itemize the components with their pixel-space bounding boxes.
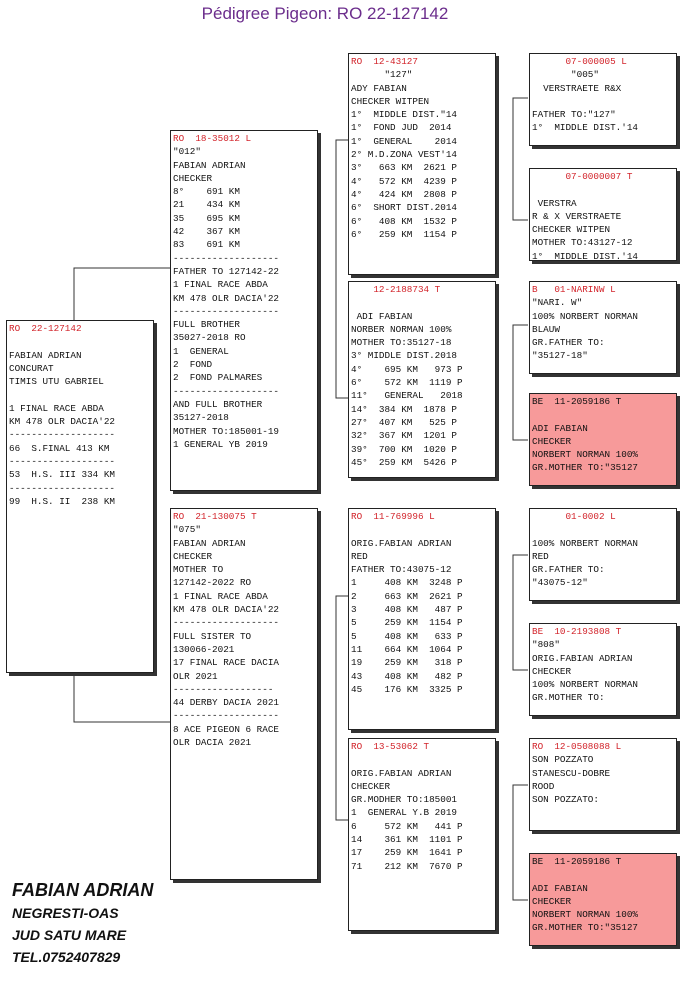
info-line [532, 408, 674, 421]
info-line: FABIAN ADRIAN [173, 537, 246, 549]
info-line: 6° 572 KM 1119 P [351, 377, 463, 389]
ring-number: BE 11-2059186 T [532, 856, 622, 867]
info-line: 71 212 KM 7670 P [351, 860, 463, 872]
info-line: 32° 367 KM 1201 P [351, 430, 458, 442]
info-line: 14° 384 KM 1878 P [351, 403, 458, 415]
pigeon-card-dss[interactable] [529, 508, 677, 601]
info-line: CHECKER [532, 665, 572, 677]
info-line [532, 523, 674, 536]
info-line [351, 523, 493, 536]
pigeon-card-sire[interactable] [170, 130, 318, 491]
info-line: GR.MOTHER TO: [532, 692, 605, 704]
info-line: 99 H.S. II 238 KM [9, 495, 116, 507]
info-line: OLR DACIA 2021 [173, 737, 252, 749]
info-line: 43 408 KM 482 P [351, 670, 463, 682]
info-line: 1 FINAL RACE ABDA [9, 402, 104, 414]
ring-number: RO 12-0508088 L [532, 741, 622, 752]
info-line: FULL SISTER TO [173, 630, 252, 642]
info-line: KM 478 OLR DACIA'22 [9, 416, 116, 428]
info-line: 35 695 KM [173, 212, 240, 224]
info-line: 35127-2018 [173, 412, 229, 424]
info-line: 2° M.D.ZONA VEST'14 [351, 149, 458, 161]
info-line: CHECKER [351, 780, 391, 792]
info-line [532, 183, 674, 196]
info-line [9, 388, 151, 401]
info-line: ------------------- [173, 252, 280, 264]
info-line: 1 GENERAL YB 2019 [173, 438, 268, 450]
info-line: ADY FABIAN [351, 82, 407, 94]
info-line: FABIAN ADRIAN [173, 159, 246, 171]
info-line: FATHER TO 127142-22 [173, 265, 280, 277]
info-line: 45° 259 KM 5426 P [351, 456, 458, 468]
ring-number: 07-0000007 T [532, 171, 633, 182]
info-line: ORIG.FABIAN ADRIAN [532, 652, 633, 664]
info-line: 1 GENERAL Y.B 2019 [351, 807, 458, 819]
info-line: CHECKER WITPEN [532, 224, 611, 236]
info-line: "127" [351, 69, 413, 81]
info-line: 27° 407 KM 525 P [351, 416, 458, 428]
owner-name: FABIAN ADRIAN [12, 880, 154, 900]
ring-number: RO 11-769996 L [351, 511, 435, 522]
pigeon-card-dds[interactable] [529, 738, 677, 831]
info-line: 1° MIDDLE DIST.'14 [532, 122, 639, 134]
info-line: R & X VERSTRAETE [532, 210, 622, 222]
info-line: 66 S.FINAL 413 KM [9, 442, 110, 454]
pigeon-card-dam-sire[interactable] [348, 508, 496, 730]
info-line: FATHER TO:43075-12 [351, 564, 452, 576]
info-line: 2 663 KM 2621 P [351, 590, 463, 602]
info-line: FABIAN ADRIAN [9, 349, 82, 361]
info-line: GR.MOTHER TO:"35127 [532, 922, 639, 934]
owner-location: NEGRESTI-OAS [12, 905, 119, 921]
info-line: 83 691 KM [173, 239, 240, 251]
info-line: "012" [173, 146, 201, 158]
info-line: CHECKER WITPEN [351, 95, 430, 107]
info-line [351, 753, 493, 766]
info-line: STANESCU-DOBRE [532, 767, 611, 779]
info-line: 1 FINAL RACE ABDA [173, 279, 268, 291]
info-line: CHECKER [532, 435, 572, 447]
info-line: 6° 259 KM 1154 P [351, 228, 458, 240]
info-line: 6 572 KM 441 P [351, 820, 463, 832]
info-line: KM 478 OLR DACIA'22 [173, 604, 280, 616]
ring-number: BE 10-2193808 T [532, 626, 622, 637]
pigeon-card-ddd[interactable] [529, 853, 677, 946]
info-line: "NARI. W" [532, 297, 583, 309]
info-line: 1 408 KM 3248 P [351, 577, 463, 589]
info-line [351, 296, 493, 309]
pigeon-card-sire-sire[interactable] [348, 53, 496, 275]
info-line: 6° 408 KM 1532 P [351, 215, 458, 227]
info-line: 14 361 KM 1101 P [351, 834, 463, 846]
info-line: 1° GENERAL 2014 [351, 135, 458, 147]
pigeon-card-sss[interactable] [529, 53, 677, 146]
info-line: "075" [173, 524, 201, 536]
info-line: ------------------- [9, 429, 116, 441]
info-line: ROOD [532, 780, 555, 792]
info-line: SON POZZATO [532, 754, 594, 766]
ring-number: 07-000005 L [532, 56, 627, 67]
info-line: GR.FATHER TO: [532, 564, 605, 576]
info-line: GR.FATHER TO: [532, 337, 605, 349]
info-line: "43075-12" [532, 577, 588, 589]
info-line: ORIG.FABIAN ADRIAN [351, 767, 452, 779]
info-line: 19 259 KM 318 P [351, 657, 463, 669]
info-line: 5 259 KM 1154 P [351, 617, 463, 629]
info-line: FATHER TO:"127" [532, 109, 616, 121]
info-line: 4° 424 KM 2808 P [351, 188, 458, 200]
info-line: ORIG.FABIAN ADRIAN [351, 537, 452, 549]
ring-number: RO 21-130075 T [173, 511, 257, 522]
info-line: 1° MIDDLE DIST.'14 [532, 250, 639, 261]
info-line: NORBERT NORMAN 100% [532, 449, 639, 461]
info-line: 1 FINAL RACE ABDA [173, 590, 268, 602]
info-line: 35027-2018 RO [173, 332, 246, 344]
info-line: 100% NORBERT NORMAN [532, 310, 639, 322]
info-line: GR.MODHER TO:185001 [351, 794, 458, 806]
pigeon-card-sdd[interactable] [529, 393, 677, 486]
info-line: 130066-2021 [173, 643, 235, 655]
info-line: 6° SHORT DIST.2014 [351, 202, 458, 214]
info-line: 100% NORBERT NORMAN [532, 679, 639, 691]
info-line: 39° 700 KM 1020 P [351, 443, 458, 455]
info-line: CHECKER [532, 895, 572, 907]
info-line: 1 GENERAL [173, 345, 229, 357]
owner-county: JUD SATU MARE [12, 927, 127, 943]
ring-number: 12-2188734 T [351, 284, 441, 295]
info-line: FULL BROTHER [173, 319, 240, 331]
ring-number: BE 11-2059186 T [532, 396, 622, 407]
ring-number: RO 13-53062 T [351, 741, 430, 752]
info-line: 17 FINAL RACE DACIA [173, 657, 280, 669]
info-line: VERSTRAETE R&X [532, 82, 622, 94]
info-line: KM 478 OLR DACIA'22 [173, 292, 280, 304]
info-line: 44 DERBY DACIA 2021 [173, 697, 280, 709]
info-line: 100% NORBERT NORMAN [532, 537, 639, 549]
info-line: ------------------- [173, 385, 280, 397]
info-line: 1° FOND JUD 2014 [351, 122, 452, 134]
info-line: ADI FABIAN [532, 882, 588, 894]
info-line: MOTHER TO:185001-19 [173, 425, 280, 437]
pigeon-card-sds[interactable] [529, 281, 677, 374]
info-line: 2 FOND [173, 359, 213, 371]
info-line: "005" [532, 69, 599, 81]
info-line: MOTHER TO:43127-12 [532, 237, 633, 249]
info-line: RED [351, 550, 368, 562]
info-line: ------------------- [173, 617, 280, 629]
info-line: ------------------- [173, 710, 280, 722]
info-line: 11° GENERAL 2018 [351, 390, 463, 402]
info-line: 45 176 KM 3325 P [351, 683, 463, 695]
info-line: ------------------- [9, 455, 116, 467]
info-line: 21 434 KM [173, 199, 240, 211]
ring-number: RO 22-127142 [9, 323, 82, 334]
info-line: AND FULL BROTHER [173, 398, 263, 410]
pigeon-card-dam-dam[interactable] [348, 738, 496, 931]
info-line: 11 664 KM 1064 P [351, 643, 463, 655]
info-line: ------------------ [173, 683, 274, 695]
info-line [9, 335, 151, 348]
info-line: VERSTRA [532, 197, 577, 209]
pigeon-card-sire-dam[interactable] [348, 281, 496, 478]
info-line: 127142-2022 RO [173, 577, 252, 589]
info-line: MOTHER TO:35127-18 [351, 337, 452, 349]
info-line: "808" [532, 639, 560, 651]
info-line: 4° 695 KM 973 P [351, 363, 463, 375]
info-line: 1° MIDDLE DIST."14 [351, 109, 458, 121]
pigeon-card-ssd[interactable] [529, 168, 677, 261]
owner-phone: TEL.0752407829 [12, 949, 121, 965]
pigeon-card-subject[interactable] [6, 320, 154, 673]
info-line: 3 408 KM 487 P [351, 604, 463, 616]
ring-number: RO 18-35012 L [173, 133, 252, 144]
info-line: 8° 691 KM [173, 186, 240, 198]
ring-number: 01-0002 L [532, 511, 616, 522]
pigeon-card-dsd[interactable] [529, 623, 677, 716]
info-line: ------------------- [173, 305, 280, 317]
info-line: 5 408 KM 633 P [351, 630, 463, 642]
info-line: TIMIS UTU GABRIEL [9, 376, 104, 388]
info-line: 3° 663 KM 2621 P [351, 162, 458, 174]
info-line: 3° MIDDLE DIST.2018 [351, 350, 458, 362]
info-line: GR.MOTHER TO:"35127 [532, 462, 639, 474]
ring-number: B 01-NARINW L [532, 284, 616, 295]
info-line: 2 FOND PALMARES [173, 372, 263, 384]
info-line: ADI FABIAN [351, 310, 413, 322]
info-line: 4° 572 KM 4239 P [351, 175, 458, 187]
info-line: NORBER NORMAN 100% [351, 323, 452, 335]
info-line: 17 259 KM 1641 P [351, 847, 463, 859]
info-line [532, 95, 674, 108]
info-line: CHECKER [173, 550, 213, 562]
owner-info [12, 878, 153, 968]
pigeon-card-dam[interactable] [170, 508, 318, 880]
info-line: RED [532, 550, 549, 562]
info-line: 42 367 KM [173, 226, 240, 238]
info-line: ------------------- [9, 482, 116, 494]
info-line: MOTHER TO [173, 564, 224, 576]
page-title: Pédigree Pigeon: RO 22-127142 [201, 4, 449, 23]
ring-number: RO 12-43127 [351, 56, 418, 67]
info-line: BLAUW [532, 323, 560, 335]
info-line: NORBERT NORMAN 100% [532, 909, 639, 921]
info-line: OLR 2021 [173, 670, 218, 682]
info-line: 8 ACE PIGEON 6 RACE [173, 723, 280, 735]
info-line [532, 868, 674, 881]
info-line: ADI FABIAN [532, 422, 588, 434]
info-line: "35127-18" [532, 350, 588, 362]
info-line: CONCURAT [9, 362, 54, 374]
info-line: CHECKER [173, 172, 213, 184]
info-line: SON POZZATO: [532, 794, 599, 806]
info-line: 53 H.S. III 334 KM [9, 469, 116, 481]
